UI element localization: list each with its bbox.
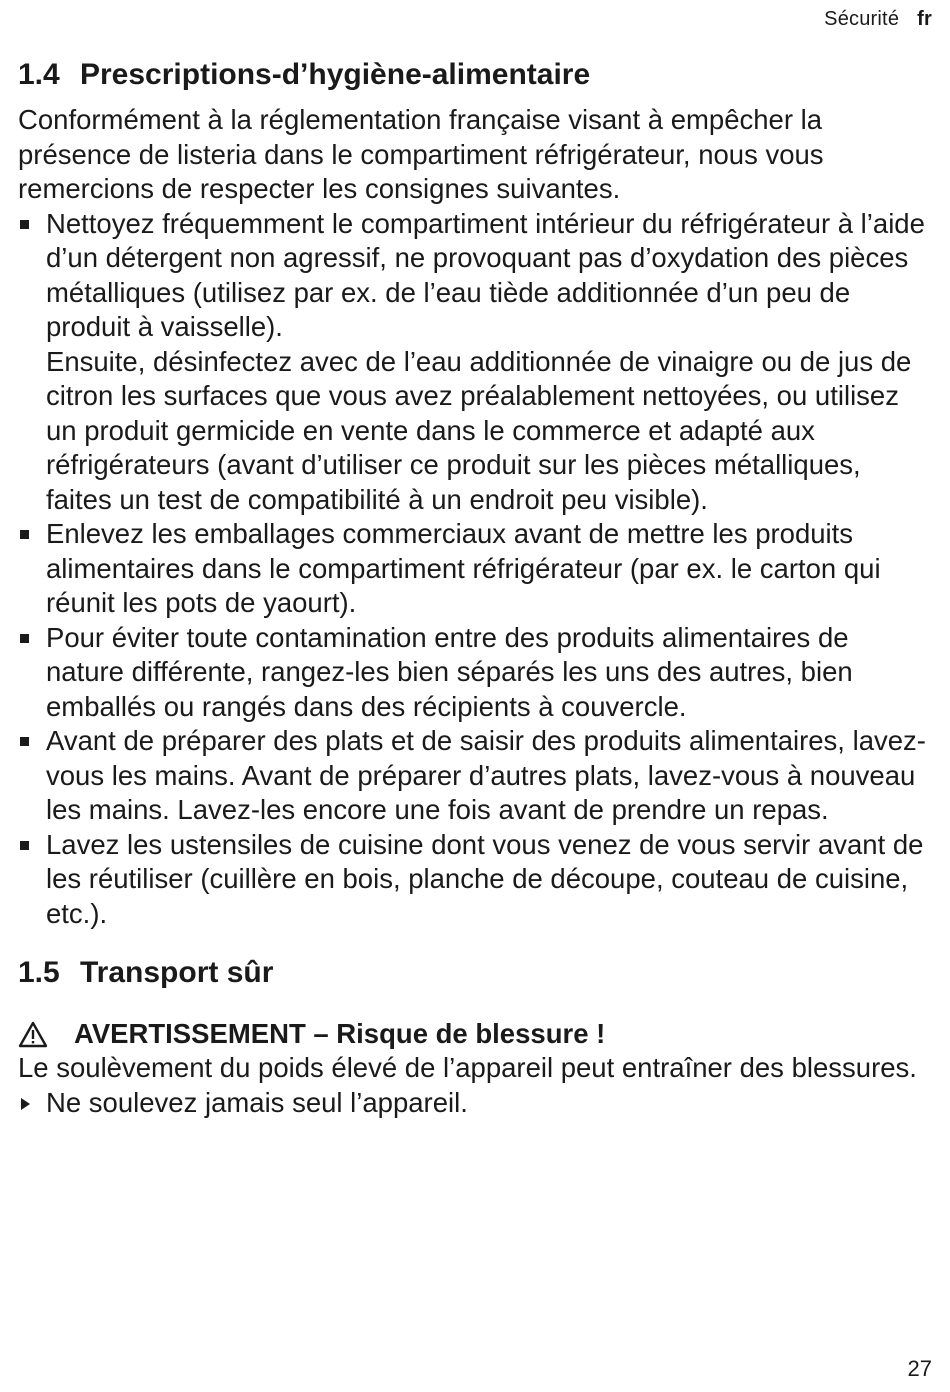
action-text: Ne soulevez jamais seul l’appareil. (46, 1086, 468, 1118)
hygiene-list (18, 207, 934, 932)
square-bullet-icon (20, 737, 29, 746)
section-heading-1-5 (18, 953, 934, 993)
section-title: Prescriptions-d’hygiène-alimentaire (80, 58, 591, 91)
arrow-right-icon (21, 1098, 30, 1110)
page-number: 27 (907, 1356, 932, 1381)
warning-heading (18, 1017, 934, 1051)
list-item (18, 621, 934, 725)
running-header (824, 8, 932, 31)
header-section: Sécurité (824, 8, 900, 30)
action-step (18, 1086, 934, 1121)
section-heading-1-4 (18, 55, 934, 95)
section-title: Transport sûr (80, 956, 274, 989)
square-bullet-icon (20, 841, 29, 850)
warning-text: Le soulèvement du poids élevé de l’appareil peut entraîner des blessures. (18, 1052, 917, 1083)
intro-paragraph: Conformément à la réglementation française visant à empêcher la présence de listeria dans le compartiment réfrigérateur, nous vous remercions de respecter les consignes suivantes. (18, 104, 824, 204)
square-bullet-icon (20, 530, 29, 539)
warning-title: AVERTISSEMENT – Risque de blessure ! (74, 1018, 606, 1049)
square-bullet-icon (20, 634, 29, 643)
list-item-text: Lavez les ustensiles de cuisine dont vous venez de vous servir avant de les réutiliser (cuillère en bois, planche de découpe, couteau de cuisine, etc.). (46, 828, 924, 929)
list-item-text: Pour éviter toute contamination entre des produits alimentaires de nature différente, rangez-les bien séparés les uns des autres, bien emballés ou rangés dans des récipients à couvercle. (46, 621, 853, 722)
list-item-text: Avant de préparer des plats et de saisir des produits alimentaires, lavez-vous les mains. Avant de préparer d’autres plats, lavez-vous à nouveau les mains. Lavez-les encore une fois avant de prendre un repas. (46, 725, 926, 825)
list-item-extra-text: Ensuite, désinfectez avec de l’eau additionnée de vinaigre ou de jus de citron les surfaces que vous avez préalablement nettoyées, ou utilisez un produit germicide en vente dans le commerce et adapté aux réfrigérateurs (avant d’utiliser ce produit sur les pièces métalliques, faites un test de compatibilité à un endroit peu visible). (46, 345, 912, 515)
list-item-text: Enlevez les emballages commerciaux avant de mettre les produits alimentaires dans le compartiment réfrigérateur (par ex. le carton qui réunit les pots de yaourt). (46, 518, 881, 618)
list-item (18, 517, 934, 621)
warning-triangle-icon (18, 1021, 48, 1048)
section-number: 1.5 (18, 956, 60, 989)
section-number: 1.4 (18, 58, 60, 91)
list-item (18, 828, 934, 932)
page-content (18, 55, 934, 1120)
square-bullet-icon (20, 220, 29, 229)
list-item-text: Nettoyez fréquemment le compartiment intérieur du réfrigérateur à l’aide d’un détergent non agressif, ne provoquant pas d’oxydation des pièces métalliques (utilisez par ex. de l’eau tiède additionnée d’un peu de produit à vaisselle). (46, 207, 925, 342)
list-item (18, 207, 934, 518)
list-item (18, 724, 934, 828)
header-language: fr (917, 8, 932, 30)
